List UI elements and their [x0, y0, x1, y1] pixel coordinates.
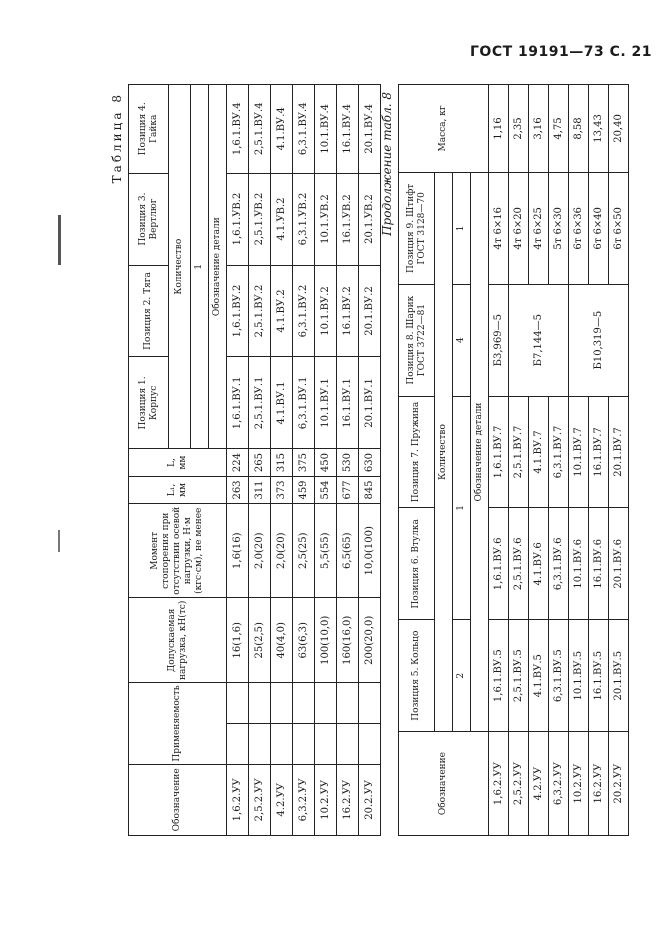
cell-pos2: 16.1.ВУ.2 — [337, 265, 359, 357]
cell-pos6: 4.1.ВУ.6 — [529, 508, 549, 620]
cell-load: 160(16,0) — [337, 598, 359, 683]
table-caption: Таблица 8 — [110, 92, 124, 184]
col-applicability: Применяемость — [129, 683, 227, 764]
part-designation-label: Обозначение детали — [471, 172, 489, 731]
cell-designation: 6,3.2.УУ — [293, 764, 315, 835]
col-l: L, мм — [129, 449, 227, 476]
part-designation-label: Обозначение детали — [209, 85, 227, 449]
rotated-page — [108, 80, 661, 832]
cell-pos4: 2,5.1.ВУ.4 — [249, 85, 271, 174]
cell-pos2: 1,6.1.ВУ.2 — [227, 265, 249, 357]
cell-designation: 16.2.УУ — [589, 732, 609, 836]
qty-pos5: 2 — [453, 620, 471, 732]
table-row — [489, 85, 509, 836]
cell-pos5: 6,3.1.ВУ.5 — [549, 620, 569, 732]
cell-load: 200(20,0) — [359, 598, 381, 683]
cell-pos3: 16.1.УВ.2 — [337, 173, 359, 265]
cell-pos1: 16.1.ВУ.1 — [337, 357, 359, 449]
cell-mass: 2,35 — [509, 85, 529, 173]
margin-mark — [58, 530, 60, 552]
cell-pos5: 16.1.ВУ.5 — [589, 620, 609, 732]
table-row — [315, 85, 337, 836]
cell-pos3: 4.1.УВ.2 — [271, 173, 293, 265]
qty-pos8: 4 — [453, 284, 471, 396]
cell-pos2: 10.1.ВУ.2 — [315, 265, 337, 357]
col-mass: Масса, кг — [399, 85, 489, 173]
cell-moment: 10,0(100) — [359, 504, 381, 598]
cell-pos4: 16.1.ВУ.4 — [337, 85, 359, 174]
qty-pos6-7: 1 — [453, 396, 471, 620]
cell-pos8: Б3,969—5 — [489, 284, 509, 396]
col-designation: Обозначение — [129, 764, 227, 835]
cell-pos3: 20.1.УВ.2 — [359, 173, 381, 265]
cell-pos9: 4т 6×20 — [509, 172, 529, 284]
cell-l: 630 — [359, 449, 381, 476]
cell-mass: 3,16 — [529, 85, 549, 173]
table-row — [249, 85, 271, 836]
quantity-label: Количество — [435, 172, 453, 731]
cell-l1: 554 — [315, 476, 337, 503]
cell-mass: 13,43 — [589, 85, 609, 173]
cell-mass: 20,40 — [609, 85, 629, 173]
cell-pos9: 5т 6×30 — [549, 172, 569, 284]
cell-pos6: 10.1.ВУ.6 — [569, 508, 589, 620]
cell-pos4: 6,3.1.ВУ.4 — [293, 85, 315, 174]
table-row — [509, 85, 529, 836]
cell-l: 375 — [293, 449, 315, 476]
cell-pos5: 2,5.1.ВУ.5 — [509, 620, 529, 732]
col-pos4: Позиция 4. Гайка — [129, 85, 169, 174]
table-8-continuation — [398, 84, 629, 836]
cell-pos5: 10.1.ВУ.5 — [569, 620, 589, 732]
cell-l1: 311 — [249, 476, 271, 503]
cell-pos9: 6т 6×50 — [609, 172, 629, 284]
cell-pos3: 10.1.УВ.2 — [315, 173, 337, 265]
cell-moment: 1,6(16) — [227, 504, 249, 598]
table-row — [589, 85, 609, 836]
cell-mass: 8,58 — [569, 85, 589, 173]
cell-pos1: 4.1.ВУ.1 — [271, 357, 293, 449]
cell-designation: 6,3.2.УУ — [549, 732, 569, 836]
cell-pos7: 4.1.ВУ.7 — [529, 396, 549, 508]
quantity-label: Количество — [169, 85, 191, 449]
cell-designation: 20.2.УУ — [359, 764, 381, 835]
cell-pos7: 10.1.ВУ.7 — [569, 396, 589, 508]
cell-designation: 4.2.УУ — [271, 764, 293, 835]
cell-l1: 845 — [359, 476, 381, 503]
cell-empty — [337, 723, 359, 764]
cell-pos9: 6т 6×40 — [589, 172, 609, 284]
cell-designation: 4.2.УУ — [529, 732, 549, 836]
cell-moment: 6,5(65) — [337, 504, 359, 598]
cell-moment: 2,0(20) — [249, 504, 271, 598]
col-pos9: Позиция 9. Штифт ГОСТ 3128—70 — [399, 172, 435, 284]
cell-moment: 5,5(55) — [315, 504, 337, 598]
cell-pos9: 4т 6×16 — [489, 172, 509, 284]
table-row — [227, 85, 249, 836]
cell-pos4: 10.1.ВУ.4 — [315, 85, 337, 174]
cell-pos5: 1,6.1.ВУ.5 — [489, 620, 509, 732]
cell-pos7: 16.1.ВУ.7 — [589, 396, 609, 508]
cell-pos6: 1,6.1.ВУ.6 — [489, 508, 509, 620]
cell-l: 224 — [227, 449, 249, 476]
cell-moment: 2,0(20) — [271, 504, 293, 598]
table-row — [609, 85, 629, 836]
col-pos3: Позиция 3. Вертлюг — [129, 173, 169, 265]
table-row — [337, 85, 359, 836]
cell-pos4: 4.1.ВУ.4 — [271, 85, 293, 174]
cell-pos2: 20.1.ВУ.2 — [359, 265, 381, 357]
cell-pos1: 1,6.1.ВУ.1 — [227, 357, 249, 449]
cell-empty — [315, 723, 337, 764]
col-pos1: Позиция 1. Корпус — [129, 357, 169, 449]
table-row — [359, 85, 381, 836]
col-pos7: Позиция 7. Пружина — [399, 396, 435, 508]
cell-pos9: 4т 6×25 — [529, 172, 549, 284]
cell-mass: 1,16 — [489, 85, 509, 173]
col-designation: Обозначение — [399, 732, 489, 836]
col-pos2: Позиция 2. Тяга — [129, 265, 169, 357]
col-pos8: Позиция 8. Шарик ГОСТ 3722—81 — [399, 284, 435, 396]
col-pos5: Позиция 5. Кольцо — [399, 620, 435, 732]
quantity-value: 1 — [191, 85, 209, 449]
table-continuation-caption: Продолжение табл. 8 — [380, 92, 394, 236]
cell-empty — [249, 723, 271, 764]
table-row — [271, 85, 293, 836]
cell-pos3: 1,6.1.УВ.2 — [227, 173, 249, 265]
cell-empty — [249, 683, 271, 724]
table-row — [549, 85, 569, 836]
cell-pos1: 20.1.ВУ.1 — [359, 357, 381, 449]
cell-pos7: 2,5.1.ВУ.7 — [509, 396, 529, 508]
col-l1: L₁, мм — [129, 476, 227, 503]
cell-designation: 20.2.УУ — [609, 732, 629, 836]
table-8 — [128, 84, 381, 836]
landscape-content — [108, 80, 624, 840]
cell-designation: 1,6.2.УУ — [227, 764, 249, 835]
cell-designation: 10.2.УУ — [569, 732, 589, 836]
cell-pos9: 6т 6×36 — [569, 172, 589, 284]
table-row — [569, 85, 589, 836]
cell-designation: 10.2.УУ — [315, 764, 337, 835]
cell-empty — [315, 683, 337, 724]
cell-pos1: 6,3.1.ВУ.1 — [293, 357, 315, 449]
cell-l: 450 — [315, 449, 337, 476]
cell-pos5: 20.1.ВУ.5 — [609, 620, 629, 732]
cell-pos4: 20.1.ВУ.4 — [359, 85, 381, 174]
cell-pos6: 16.1.ВУ.6 — [589, 508, 609, 620]
cell-load: 16(1,6) — [227, 598, 249, 683]
cell-designation: 1,6.2.УУ — [489, 732, 509, 836]
cell-l: 315 — [271, 449, 293, 476]
cell-pos2: 6,3.1.ВУ.2 — [293, 265, 315, 357]
cell-pos8: Б7,144—5 — [509, 284, 569, 396]
cell-empty — [227, 723, 249, 764]
cell-pos1: 10.1.ВУ.1 — [315, 357, 337, 449]
cell-l: 530 — [337, 449, 359, 476]
qty-pos9: 1 — [453, 172, 471, 284]
cell-pos7: 6,3.1.ВУ.7 — [549, 396, 569, 508]
cell-empty — [271, 723, 293, 764]
col-moment: Момент стопорения при отсутствии осевой нагрузки, Н·м (кгс·см), не менее — [129, 504, 227, 598]
cell-pos1: 2,5.1.ВУ.1 — [249, 357, 271, 449]
cell-empty — [227, 683, 249, 724]
cell-pos3: 6,3.1.УВ.2 — [293, 173, 315, 265]
cell-pos7: 20.1.ВУ.7 — [609, 396, 629, 508]
cell-pos6: 2,5.1.ВУ.6 — [509, 508, 529, 620]
cell-load: 40(4,0) — [271, 598, 293, 683]
cell-pos8: Б10,319—5 — [569, 284, 629, 396]
cell-pos6: 6,3.1.ВУ.6 — [549, 508, 569, 620]
cell-load: 25(2,5) — [249, 598, 271, 683]
cell-l1: 677 — [337, 476, 359, 503]
cell-load: 63(6,3) — [293, 598, 315, 683]
cell-pos2: 4.1.ВУ.2 — [271, 265, 293, 357]
cell-l1: 459 — [293, 476, 315, 503]
cell-load: 100(10,0) — [315, 598, 337, 683]
cell-l1: 373 — [271, 476, 293, 503]
cell-l: 265 — [249, 449, 271, 476]
cell-pos6: 20.1.ВУ.6 — [609, 508, 629, 620]
table-row — [529, 85, 549, 836]
cell-empty — [337, 683, 359, 724]
cell-pos7: 1,6.1.ВУ.7 — [489, 396, 509, 508]
col-load: Допускаемая нагрузка, кН(тс) — [129, 598, 227, 683]
page-header: ГОСТ 19191—73 С. 21 — [470, 44, 653, 60]
cell-l1: 263 — [227, 476, 249, 503]
cell-pos5: 4.1.ВУ.5 — [529, 620, 549, 732]
col-pos6: Позиция 6. Втулка — [399, 508, 435, 620]
cell-empty — [293, 683, 315, 724]
cell-moment: 2,5(25) — [293, 504, 315, 598]
cell-pos2: 2,5.1.ВУ.2 — [249, 265, 271, 357]
cell-pos3: 2,5.1.УВ.2 — [249, 173, 271, 265]
cell-designation: 2,5.2.УУ — [509, 732, 529, 836]
cell-pos4: 1,6.1.ВУ.4 — [227, 85, 249, 174]
table-row — [293, 85, 315, 836]
cell-designation: 2,5.2.УУ — [249, 764, 271, 835]
cell-empty — [271, 683, 293, 724]
cell-empty — [359, 683, 381, 724]
cell-designation: 16.2.УУ — [337, 764, 359, 835]
margin-mark — [58, 215, 61, 265]
cell-mass: 4,75 — [549, 85, 569, 173]
cell-empty — [293, 723, 315, 764]
cell-empty — [359, 723, 381, 764]
